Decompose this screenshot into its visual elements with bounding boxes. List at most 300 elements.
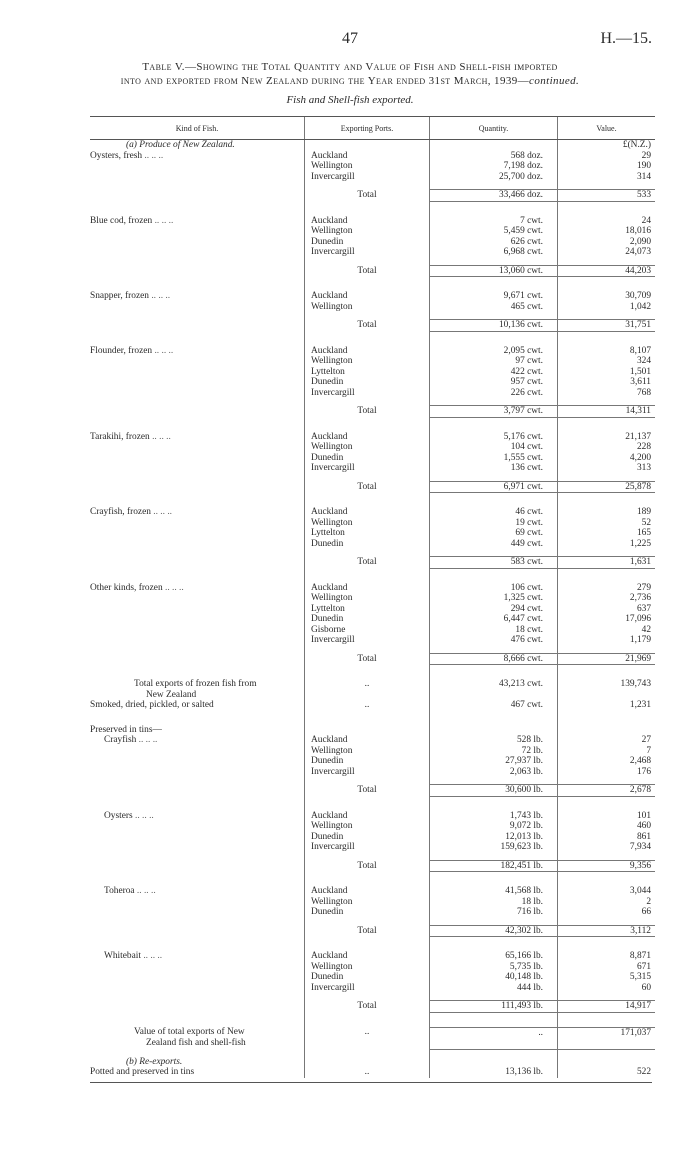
- total-value: 21,969: [558, 653, 656, 665]
- table-row: [90, 528, 655, 539]
- blank-cell: [90, 821, 305, 832]
- table-row: [90, 247, 655, 258]
- port-name: Wellington: [305, 746, 430, 757]
- value-cell: 17,096: [558, 614, 656, 625]
- blank-cell: [558, 417, 656, 425]
- total-value: 3,112: [558, 925, 656, 937]
- leader-dots: .. .. ..: [134, 886, 156, 896]
- value-cell: 52: [558, 518, 656, 529]
- quantity-cell: 1,325 cwt.: [430, 593, 558, 604]
- spacer-row: [90, 339, 655, 346]
- page-number: 47: [342, 30, 358, 47]
- spacer-row: [90, 284, 655, 291]
- blank-cell: [430, 425, 558, 432]
- table-row: [90, 746, 655, 757]
- blank-cell: [90, 972, 305, 983]
- quantity-cell: 1,555 cwt.: [430, 453, 558, 464]
- blank-cell: [90, 398, 305, 406]
- total-label: Total: [305, 481, 430, 493]
- blank-cell: [90, 860, 305, 872]
- blank-cell: [90, 172, 305, 183]
- value-cell: 637: [558, 604, 656, 615]
- blank-cell: [90, 312, 305, 320]
- leader-dots: .. .. ..: [132, 810, 154, 821]
- quantity-cell: 106 cwt.: [430, 583, 558, 594]
- total-value: 139,743: [558, 679, 656, 690]
- spacer-row: [90, 474, 655, 482]
- spacer-row: [90, 777, 655, 785]
- port-name: Auckland: [305, 811, 430, 822]
- blank-cell: [558, 1057, 656, 1068]
- currency-unit: £(N.Z.): [558, 140, 656, 151]
- blank-cell: [305, 209, 430, 216]
- value-cell: 189: [558, 507, 656, 518]
- blank-cell: [430, 937, 558, 945]
- leader: ..: [305, 700, 430, 711]
- blank-cell: [305, 993, 430, 1001]
- table-row: [90, 172, 655, 183]
- blank-cell: [90, 756, 305, 767]
- blank-cell: [558, 312, 656, 320]
- blank-cell: [430, 711, 558, 718]
- fish-kind-label: Flounder, frozen .. .. ..: [90, 345, 174, 356]
- blank-cell: [558, 993, 656, 1001]
- frozen-total-line2: New Zealand: [146, 689, 197, 700]
- blank-cell: [90, 1012, 305, 1020]
- port-name: Auckland: [305, 216, 430, 227]
- blank-cell: [558, 201, 656, 209]
- blank-cell: [558, 474, 656, 482]
- fish-kind-label: Crayfish, frozen .. .. ..: [90, 507, 173, 517]
- spacer-row: [90, 549, 655, 557]
- blank-cell: [305, 474, 430, 482]
- total-label: Total: [305, 785, 430, 797]
- port-name: Lyttelton: [305, 528, 430, 539]
- quantity-cell: 626 cwt.: [430, 237, 558, 248]
- value-cell: 460: [558, 821, 656, 832]
- spacer-row: [90, 493, 655, 501]
- fish-kind-label: Blue cod, frozen .. .. ..: [90, 215, 174, 226]
- quantity-cell: 1,743 lb.: [430, 811, 558, 822]
- value-cell: 30,709: [558, 291, 656, 302]
- spacer-row: [90, 1020, 655, 1028]
- blank-cell: [90, 842, 305, 853]
- port-name: Invercargill: [305, 635, 430, 646]
- leader-dots: .. .. ..: [140, 951, 163, 961]
- blank-cell: [430, 665, 558, 673]
- blank-cell: [558, 331, 656, 339]
- port-name: Wellington: [305, 356, 430, 367]
- value-cell: 165: [558, 528, 656, 539]
- quantity-cell: 104 cwt.: [430, 442, 558, 453]
- total-label: Total: [305, 406, 430, 418]
- blank-cell: [305, 182, 430, 190]
- total-row: [90, 860, 655, 872]
- port-name: Dunedin: [305, 453, 430, 464]
- leader-dots: .. .. ..: [136, 735, 158, 745]
- table-row: [90, 614, 655, 625]
- blank-cell: [558, 879, 656, 886]
- table-row: [90, 625, 655, 636]
- total-value: 1,631: [558, 557, 656, 569]
- port-name: Invercargill: [305, 247, 430, 258]
- blank-cell: [430, 140, 558, 151]
- blank-cell: [90, 576, 305, 583]
- blank-cell: [430, 872, 558, 880]
- blank-cell: [430, 549, 558, 557]
- spacer-row: [90, 500, 655, 507]
- port-name: Wellington: [305, 302, 430, 313]
- blank-cell: [305, 718, 430, 725]
- blank-cell: [305, 937, 430, 945]
- total-row: [90, 785, 655, 797]
- blank-cell: [90, 879, 305, 886]
- grand-total-row: [90, 1027, 655, 1038]
- section-heading: (b) Re-exports.: [126, 1056, 183, 1067]
- blank-cell: [90, 746, 305, 757]
- blank-cell: [90, 785, 305, 797]
- total-quantity: 8,666 cwt.: [430, 653, 558, 665]
- blank-cell: [305, 576, 430, 583]
- port-name: Auckland: [305, 291, 430, 302]
- fish-kind-label: Other kinds, frozen .. .. ..: [90, 582, 184, 593]
- total-quantity: 13,060 cwt.: [430, 265, 558, 277]
- port-name: Wellington: [305, 442, 430, 453]
- spacer-row: [90, 853, 655, 861]
- fish-kind-label: Oysters, fresh .. .. ..: [90, 150, 164, 161]
- table-row: [90, 832, 655, 843]
- quantity-cell: 5,735 lb.: [430, 962, 558, 973]
- value-cell: 42: [558, 625, 656, 636]
- total-label: Total: [305, 320, 430, 332]
- blank-cell: [430, 493, 558, 501]
- blank-cell: [430, 331, 558, 339]
- fish-kind-label: Snapper, frozen .. .. ..: [90, 291, 171, 301]
- spacer-row: [90, 568, 655, 576]
- spacer-row: [90, 672, 655, 679]
- total-value: 44,203: [558, 265, 656, 277]
- blank-cell: [305, 665, 430, 673]
- value-cell: 29: [558, 151, 656, 162]
- leader-dots: .. .. ..: [148, 291, 171, 301]
- blank-cell: [558, 1012, 656, 1020]
- header-row: [90, 117, 655, 140]
- blank-cell: [558, 258, 656, 266]
- blank-cell: [558, 777, 656, 785]
- blank-cell: [430, 777, 558, 785]
- port-name: Dunedin: [305, 614, 430, 625]
- port-name: Auckland: [305, 583, 430, 594]
- leader-dots: .. .. ..: [150, 507, 173, 517]
- blank-cell: [90, 897, 305, 908]
- spacer-row: [90, 872, 655, 880]
- table-row: [90, 635, 655, 646]
- blank-cell: [90, 718, 305, 725]
- value-cell: 228: [558, 442, 656, 453]
- total-value: 14,917: [558, 1001, 656, 1013]
- table-row: [90, 983, 655, 994]
- fish-kind-label: Oysters .. .. ..: [104, 810, 154, 821]
- blank-cell: [430, 853, 558, 861]
- table-row: [90, 216, 655, 227]
- blank-cell: [430, 725, 558, 736]
- blank-cell: [90, 417, 305, 425]
- frozen-total-row: [90, 679, 655, 690]
- spacer-row: [90, 646, 655, 654]
- blank-cell: [558, 718, 656, 725]
- total-quantity: 33,466 doz.: [430, 190, 558, 202]
- total-value: 25,878: [558, 481, 656, 493]
- port-name: Auckland: [305, 432, 430, 443]
- quantity-cell: 97 cwt.: [430, 356, 558, 367]
- blank-cell: [90, 500, 305, 507]
- total-value: 9,356: [558, 860, 656, 872]
- blank-cell: [305, 777, 430, 785]
- quantity-cell: 528 lb.: [430, 735, 558, 746]
- total-quantity: 3,797 cwt.: [430, 406, 558, 418]
- total-quantity: 182,451 lb.: [430, 860, 558, 872]
- value-cell: 2,736: [558, 593, 656, 604]
- quantity-cell: 159,623 lb.: [430, 842, 558, 853]
- quantity-cell: 13,136 lb.: [430, 1067, 558, 1078]
- quantity-cell: 5,459 cwt.: [430, 226, 558, 237]
- blank-cell: [90, 284, 305, 291]
- quantity-cell: 294 cwt.: [430, 604, 558, 615]
- blank-cell: [305, 853, 430, 861]
- port-name: Wellington: [305, 226, 430, 237]
- blank-cell: [305, 1020, 430, 1028]
- blank-cell: [558, 209, 656, 216]
- blank-cell: [558, 1020, 656, 1028]
- port-name: Gisborne: [305, 625, 430, 636]
- smoked-row: [90, 700, 655, 711]
- value-cell: 8,871: [558, 951, 656, 962]
- col-quantity: Quantity.: [430, 117, 558, 140]
- value-cell: 861: [558, 832, 656, 843]
- table-row: [90, 367, 655, 378]
- blank-cell: [430, 284, 558, 291]
- blank-cell: [90, 672, 305, 679]
- blank-cell: [558, 646, 656, 654]
- table-row: [90, 604, 655, 615]
- quantity-cell: 41,568 lb.: [430, 886, 558, 897]
- blank-cell: [558, 277, 656, 285]
- blank-cell: [430, 879, 558, 886]
- blank-cell: [430, 398, 558, 406]
- blank-cell: [90, 872, 305, 880]
- blank-cell: [90, 1020, 305, 1028]
- table-row: [90, 356, 655, 367]
- blank-cell: [558, 672, 656, 679]
- leader: ..: [305, 1067, 430, 1078]
- total-label: Total: [305, 860, 430, 872]
- table-row: [90, 811, 655, 822]
- total-value: 533: [558, 190, 656, 202]
- fish-kind-label: Crayfish .. .. ..: [104, 735, 158, 745]
- blank-cell: [305, 425, 430, 432]
- blank-cell: [305, 140, 430, 151]
- quantity-cell: 25,700 doz.: [430, 172, 558, 183]
- blank-cell: [90, 425, 305, 432]
- spacer-row: [90, 1049, 655, 1057]
- blank-cell: [558, 568, 656, 576]
- value-cell: 24: [558, 216, 656, 227]
- blank-cell: [305, 804, 430, 811]
- blank-cell: [90, 339, 305, 346]
- spacer-row: [90, 937, 655, 945]
- spacer-row: [90, 1012, 655, 1020]
- grand-total-line2: Zealand fish and shell-fish: [146, 1038, 246, 1049]
- table-row: [90, 539, 655, 550]
- blank-cell: [430, 576, 558, 583]
- blank-cell: [305, 725, 430, 736]
- spacer-row: [90, 182, 655, 190]
- blank-cell: [90, 918, 305, 926]
- port-name: Invercargill: [305, 983, 430, 994]
- port-name: Invercargill: [305, 388, 430, 399]
- quantity-cell: 476 cwt.: [430, 635, 558, 646]
- table-row: [90, 735, 655, 746]
- value-cell: 3,044: [558, 886, 656, 897]
- total-label: Total: [305, 557, 430, 569]
- blank-cell: [558, 725, 656, 736]
- quantity-cell: 716 lb.: [430, 907, 558, 918]
- blank-cell: [90, 665, 305, 673]
- quantity-cell: 19 cwt.: [430, 518, 558, 529]
- blank-cell: [90, 614, 305, 625]
- blank-cell: [90, 209, 305, 216]
- blank-cell: [430, 568, 558, 576]
- blank-cell: [558, 665, 656, 673]
- value-cell: 176: [558, 767, 656, 778]
- value-cell: 1,231: [558, 700, 656, 711]
- spacer-row: [90, 804, 655, 811]
- table-row: [90, 886, 655, 897]
- table-row: [90, 593, 655, 604]
- blank-cell: [430, 258, 558, 266]
- total-value: 2,678: [558, 785, 656, 797]
- section-a-row: [90, 140, 655, 151]
- blank-cell: [430, 1038, 558, 1049]
- blank-cell: [305, 1049, 430, 1057]
- quantity-cell: 444 lb.: [430, 983, 558, 994]
- frozen-total-label: [90, 679, 305, 690]
- port-name: Lyttelton: [305, 367, 430, 378]
- blank-cell: [90, 406, 305, 418]
- total-label: Total: [305, 925, 430, 937]
- blank-cell: [305, 796, 430, 804]
- blank-cell: [90, 493, 305, 501]
- blank-cell: [430, 1049, 558, 1057]
- value-cell: 60: [558, 983, 656, 994]
- fish-kind-label: Tarakihi, frozen .. .. ..: [90, 431, 171, 442]
- col-value: Value.: [558, 117, 656, 140]
- blank-cell: [305, 398, 430, 406]
- port-name: Auckland: [305, 735, 430, 746]
- quantity-cell: 18 lb.: [430, 897, 558, 908]
- value-cell: 1,501: [558, 367, 656, 378]
- blank-cell: [305, 500, 430, 507]
- blank-cell: [90, 853, 305, 861]
- port-name: Auckland: [305, 951, 430, 962]
- blank-cell: [430, 1012, 558, 1020]
- blank-cell: [305, 568, 430, 576]
- total-value: 31,751: [558, 320, 656, 332]
- leader-dots: .. .. ..: [152, 345, 174, 356]
- table-title: [60, 60, 640, 88]
- blank-cell: [90, 1001, 305, 1013]
- leader: ..: [305, 1027, 430, 1038]
- blank-cell: [430, 672, 558, 679]
- spacer-row: [90, 711, 655, 718]
- blank-cell: [90, 539, 305, 550]
- value-cell: 1,179: [558, 635, 656, 646]
- blank-cell: [90, 377, 305, 388]
- blank-cell: [90, 367, 305, 378]
- blank-cell: [90, 518, 305, 529]
- quantity-cell: 40,148 lb.: [430, 972, 558, 983]
- blank-cell: [305, 1038, 430, 1049]
- total-value: 14,311: [558, 406, 656, 418]
- blank-cell: [90, 796, 305, 804]
- value-cell: 7: [558, 746, 656, 757]
- leader-dots: .. .. ..: [152, 215, 174, 226]
- blank-cell: [90, 593, 305, 604]
- table-row: [90, 432, 655, 443]
- blank-cell: [305, 1057, 430, 1068]
- quantity-cell: 957 cwt.: [430, 377, 558, 388]
- title-line-1: Table V.—Showing the Total Quantity and Value of Fish and Shell-fish imported: [142, 61, 558, 73]
- table-row: [90, 151, 655, 162]
- table-row: [90, 302, 655, 313]
- spacer-row: [90, 312, 655, 320]
- port-name: Invercargill: [305, 767, 430, 778]
- total-row: [90, 265, 655, 277]
- blank-cell: [90, 277, 305, 285]
- blank-cell: [558, 796, 656, 804]
- blank-cell: [90, 453, 305, 464]
- spacer-row: [90, 209, 655, 216]
- value-cell: 27: [558, 735, 656, 746]
- total-row: [90, 481, 655, 493]
- grand-total-row-2: [90, 1038, 655, 1049]
- grand-total-line1: Value of total exports of New: [134, 1027, 245, 1038]
- frozen-total-row-2: [90, 690, 655, 701]
- spacer-row: [90, 879, 655, 886]
- spacer-row: [90, 417, 655, 425]
- quantity-cell: 6,447 cwt.: [430, 614, 558, 625]
- blank-cell: [90, 832, 305, 843]
- port-name: Auckland: [305, 346, 430, 357]
- fish-kind-label: Whitebait .. .. ..: [104, 951, 163, 961]
- value-cell: 7,934: [558, 842, 656, 853]
- blank-cell: [90, 925, 305, 937]
- blank-cell: [90, 767, 305, 778]
- spacer-row: [90, 398, 655, 406]
- spacer-row: [90, 796, 655, 804]
- quantity-cell: 65,166 lb.: [430, 951, 558, 962]
- blank-cell: [558, 853, 656, 861]
- quantity-cell: 46 cwt.: [430, 507, 558, 518]
- port-name: Wellington: [305, 897, 430, 908]
- spacer-row: [90, 277, 655, 285]
- table-row: [90, 388, 655, 399]
- blank-cell: [305, 312, 430, 320]
- table-body: [90, 140, 655, 1078]
- smoked-label: Smoked, dried, pickled, or salted: [90, 700, 214, 710]
- value-cell: 3,611: [558, 377, 656, 388]
- value-cell: 671: [558, 962, 656, 973]
